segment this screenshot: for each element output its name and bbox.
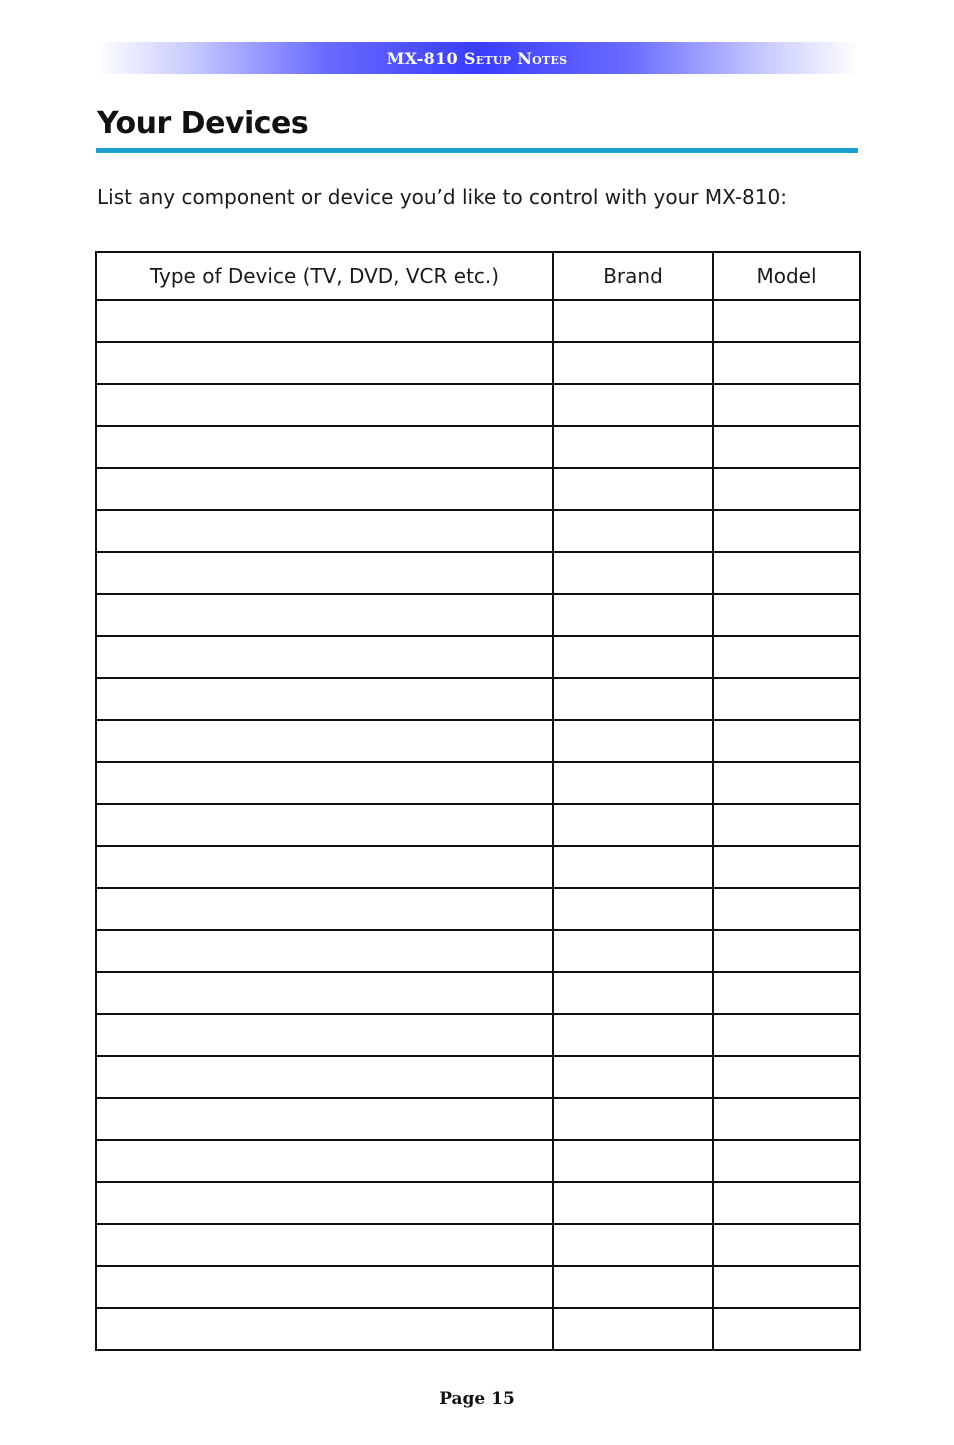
- cell-brand[interactable]: [553, 804, 713, 846]
- table-row: [96, 678, 860, 720]
- cell-model[interactable]: [713, 510, 860, 552]
- cell-type[interactable]: [96, 1140, 553, 1182]
- cell-type[interactable]: [96, 426, 553, 468]
- cell-model[interactable]: [713, 720, 860, 762]
- cell-model[interactable]: [713, 972, 860, 1014]
- table-body: [96, 300, 860, 1350]
- cell-model[interactable]: [713, 846, 860, 888]
- cell-model[interactable]: [713, 594, 860, 636]
- cell-brand[interactable]: [553, 552, 713, 594]
- cell-brand[interactable]: [553, 426, 713, 468]
- table-row: [96, 1224, 860, 1266]
- cell-type[interactable]: [96, 510, 553, 552]
- cell-model[interactable]: [713, 888, 860, 930]
- page-title: Your Devices: [97, 106, 309, 141]
- cell-type[interactable]: [96, 762, 553, 804]
- table-row: [96, 888, 860, 930]
- cell-type[interactable]: [96, 342, 553, 384]
- cell-model[interactable]: [713, 384, 860, 426]
- cell-type[interactable]: [96, 468, 553, 510]
- column-header-brand: Brand: [553, 252, 713, 300]
- header-bar: [96, 42, 858, 74]
- cell-brand[interactable]: [553, 1140, 713, 1182]
- table-row: [96, 804, 860, 846]
- cell-brand[interactable]: [553, 762, 713, 804]
- cell-brand[interactable]: [553, 1098, 713, 1140]
- cell-brand[interactable]: [553, 1224, 713, 1266]
- cell-model[interactable]: [713, 552, 860, 594]
- cell-type[interactable]: [96, 846, 553, 888]
- intro-text: List any component or device you’d like to control with your MX-810:: [97, 185, 787, 209]
- cell-brand[interactable]: [553, 1014, 713, 1056]
- cell-model[interactable]: [713, 1014, 860, 1056]
- cell-model[interactable]: [713, 468, 860, 510]
- cell-brand[interactable]: [553, 720, 713, 762]
- cell-brand[interactable]: [553, 972, 713, 1014]
- table-row: [96, 384, 860, 426]
- cell-model[interactable]: [713, 1266, 860, 1308]
- devices-table: [95, 251, 861, 1351]
- cell-type[interactable]: [96, 1308, 553, 1350]
- cell-type[interactable]: [96, 1056, 553, 1098]
- cell-model[interactable]: [713, 342, 860, 384]
- cell-model[interactable]: [713, 930, 860, 972]
- cell-type[interactable]: [96, 300, 553, 342]
- cell-type[interactable]: [96, 1182, 553, 1224]
- table-row: [96, 846, 860, 888]
- cell-model[interactable]: [713, 300, 860, 342]
- cell-type[interactable]: [96, 930, 553, 972]
- table-row: [96, 342, 860, 384]
- cell-model[interactable]: [713, 804, 860, 846]
- cell-type[interactable]: [96, 636, 553, 678]
- cell-type[interactable]: [96, 1098, 553, 1140]
- cell-type[interactable]: [96, 804, 553, 846]
- cell-brand[interactable]: [553, 594, 713, 636]
- cell-type[interactable]: [96, 720, 553, 762]
- cell-model[interactable]: [713, 1140, 860, 1182]
- cell-model[interactable]: [713, 1308, 860, 1350]
- cell-brand[interactable]: [553, 930, 713, 972]
- header-title: MX-810 Setup Notes: [386, 48, 568, 68]
- title-rule: [96, 148, 858, 153]
- cell-type[interactable]: [96, 972, 553, 1014]
- cell-type[interactable]: [96, 1224, 553, 1266]
- table-row: [96, 636, 860, 678]
- table-row: [96, 468, 860, 510]
- cell-type[interactable]: [96, 552, 553, 594]
- table-row: [96, 552, 860, 594]
- cell-brand[interactable]: [553, 636, 713, 678]
- cell-type[interactable]: [96, 888, 553, 930]
- table-row: [96, 1182, 860, 1224]
- cell-brand[interactable]: [553, 510, 713, 552]
- cell-model[interactable]: [713, 1056, 860, 1098]
- cell-model[interactable]: [713, 678, 860, 720]
- cell-type[interactable]: [96, 384, 553, 426]
- cell-brand[interactable]: [553, 1182, 713, 1224]
- cell-brand[interactable]: [553, 468, 713, 510]
- cell-type[interactable]: [96, 1266, 553, 1308]
- table-row: [96, 762, 860, 804]
- table-row: [96, 1266, 860, 1308]
- table-row: [96, 510, 860, 552]
- column-header-type: Type of Device (TV, DVD, VCR etc.): [96, 252, 553, 300]
- cell-brand[interactable]: [553, 384, 713, 426]
- cell-brand[interactable]: [553, 678, 713, 720]
- cell-model[interactable]: [713, 1224, 860, 1266]
- cell-type[interactable]: [96, 594, 553, 636]
- cell-brand[interactable]: [553, 300, 713, 342]
- table-row: [96, 426, 860, 468]
- table-row: [96, 300, 860, 342]
- cell-brand[interactable]: [553, 1056, 713, 1098]
- cell-model[interactable]: [713, 1182, 860, 1224]
- table-header-row: [96, 252, 860, 300]
- cell-model[interactable]: [713, 1098, 860, 1140]
- column-header-model: Model: [713, 252, 860, 300]
- table-row: [96, 1098, 860, 1140]
- cell-brand[interactable]: [553, 888, 713, 930]
- cell-type[interactable]: [96, 1014, 553, 1056]
- table-row: [96, 720, 860, 762]
- cell-model[interactable]: [713, 426, 860, 468]
- table-row: [96, 1308, 860, 1350]
- cell-brand[interactable]: [553, 342, 713, 384]
- cell-model[interactable]: [713, 636, 860, 678]
- table-row: [96, 1014, 860, 1056]
- cell-brand[interactable]: [553, 846, 713, 888]
- cell-brand[interactable]: [553, 1308, 713, 1350]
- cell-brand[interactable]: [553, 1266, 713, 1308]
- page-number: Page 15: [439, 1389, 515, 1409]
- table-row: [96, 1056, 860, 1098]
- cell-model[interactable]: [713, 762, 860, 804]
- cell-type[interactable]: [96, 678, 553, 720]
- table-row: [96, 930, 860, 972]
- table-row: [96, 972, 860, 1014]
- table-row: [96, 1140, 860, 1182]
- table-row: [96, 594, 860, 636]
